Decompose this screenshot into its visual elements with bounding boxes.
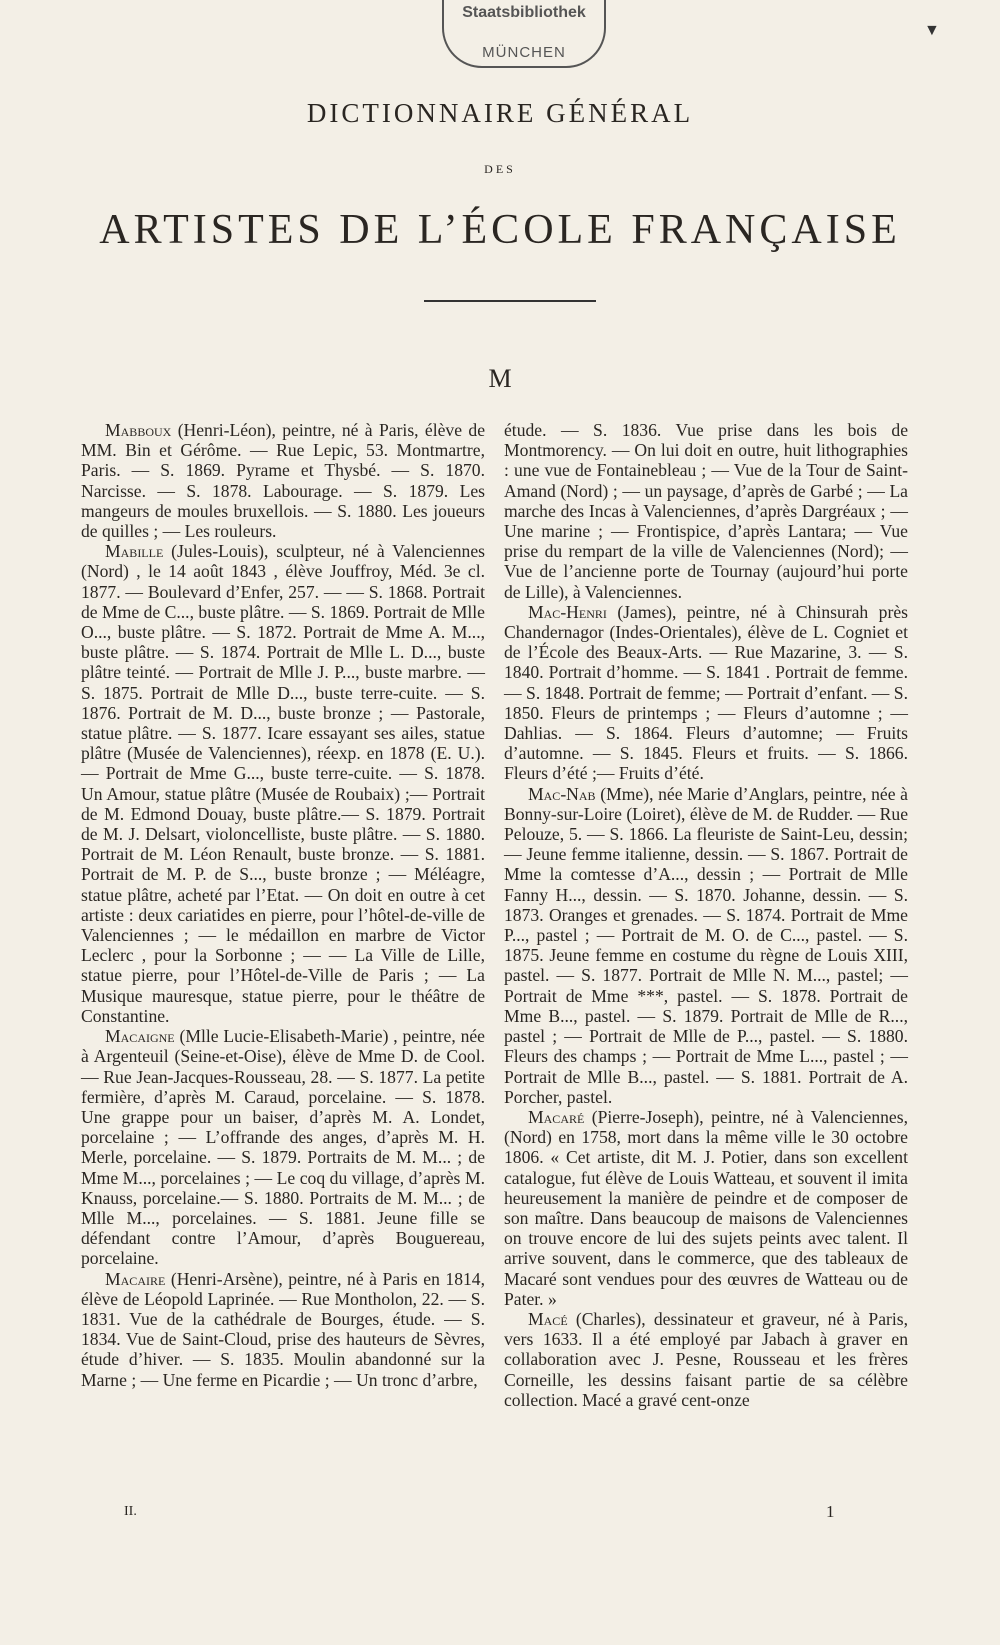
title-line-2: DES <box>484 162 516 176</box>
entry-macaigne <box>81 1026 485 1268</box>
entry-name: Mac-Henri <box>528 601 607 622</box>
page-number: 1 <box>826 1502 835 1521</box>
stamp-line-1: Staatsbibliothek <box>462 4 586 21</box>
library-stamp <box>442 0 606 68</box>
entry-text: (Henri-Arsène), peintre, né à Paris en 1814, élève de Léopold Laprinée. — Rue Montholon, 22. — S. 1831. Vue de la cathédrale de Bourges, étude. — S. 1834. Vue de Saint-Cloud, prise des hauteurs de Sèvres, étude d’hiver. — S. 1835. Moulin abandonné sur la Marne ; — Une ferme en Picardie ; — Un tronc d’arbre, <box>81 1268 485 1390</box>
entry-mabille <box>81 541 485 1026</box>
entry-mac-nab <box>504 784 908 1107</box>
title-rule <box>424 300 596 302</box>
entry-name: Macé <box>528 1308 568 1329</box>
entry-mabboux <box>81 420 485 541</box>
entry-text: (Pierre-Joseph), peintre, né à Valenciennes, (Nord) en 1758, mort dans la même ville le 30 octobre 1806. « Cet artiste, dit M. J. Potier, dans son excellent catalogue, fut élève de Louis Watteau, et souvent il imita heureusement la manière de peindre et de composer de son maître. Dans beaucoup de maisons de Valenciennes on trouve encore de lui des sujets peints avec talent. Il arrive souvent, dans le commerce, que des tableaux de Macaré sont vendues pour des œuvres de Watteau ou de Pater. » <box>504 1106 908 1309</box>
left-column <box>81 420 485 1390</box>
signature-mark: II. <box>124 1504 137 1519</box>
stamp-line-2: MÜNCHEN <box>482 44 566 61</box>
entry-text: (Charles), dessinateur et graveur, né à Paris, vers 1633. Il a été employé par Jabach à graver en collaboration avec J. Pesne, Rousseau et les frères Corneille, les dessins faisant partie de sa célèbre collection. Macé a gravé cent-onze <box>504 1308 908 1410</box>
section-letter: M <box>488 364 512 393</box>
entry-text: (Mme), née Marie d’Anglars, peintre, née à Bonny-sur-Loire (Loiret), élève de M. de Rudder. — Rue Pelouze, 5. — S. 1866. La fleuriste de Saint-Leu, dessin; — Jeune femme italienne, dessin. — S. 1867. Portrait de Mme la comtesse d’A..., dessin ; — Portrait de Mlle Fanny H..., dessin. — S. 1870. Johanne, dessin. — S. 1873. Oranges et grenades. — S. 1874. Portrait de Mme P..., pastel ; — Portrait de M. O. de C..., pastel. — S. 1875. Jeune femme en costume du règne de Louis XIII, pastel. — S. 1877. Portrait de Mlle N. M..., pastel; — Portrait de Mme ***, pastel. — S. 1878. Portrait de Mme B..., pastel. — S. 1879. Portrait de Mlle de R..., pastel ; — Portrait de Mlle de P..., pastel. — S. 1880. Fleurs des champs ; — Portrait de Mme L..., pastel ; — Portrait de Mlle B..., pastel. — S. 1881. Portrait de A. Porcher, pastel. <box>504 783 908 1107</box>
title-line-1: DICTIONNAIRE GÉNÉRAL <box>306 98 694 128</box>
entry-macare <box>504 1107 908 1309</box>
entry-text: (Henri-Léon), peintre, né à Paris, élève de MM. Bin et Gérôme. — Rue Lepic, 53. Montmartre, Paris. — S. 1869. Pyrame et Thysbé. — S. 1870. Narcisse. — S. 1878. Labourage. — S. 1879. Les mangeurs de moules bruxellois. — S. 1880. Les joueurs de quilles ; — Les rouleurs. <box>81 420 485 542</box>
entry-macaire <box>81 1269 485 1390</box>
entry-text: (James), peintre, né à Chinsurah près Chandernagor (Indes-Orientales), élève de L. Cogniet et de l’École des Beaux-Arts. — Rue Mazarine, 3. — S. 1840. Portrait d’homme. — S. 1841 . Portrait de femme. — S. 1848. Portrait de femme; — Portrait d’enfant. — S. 1850. Fleurs de printemps ; — Fleurs d’automne ; — Dahlias. — S. 1864. Fleurs d’automne; — Fruits d’automne. — S. 1845. Fleurs et fruits. — S. 1866. Fleurs d’été ;— Fruits d’été. <box>504 601 908 784</box>
entry-name: Macaire <box>105 1268 166 1289</box>
entry-macaire-continued: étude. — S. 1836. Vue prise dans les bois de Montmorency. — On lui doit en outre, huit lithographies : une vue de Fontainebleau ; — Vue de la Tour de Saint-Amand (Nord) ; — un paysage, d’après de Garbé ; — La marche des Incas à Valenciennes, d’après Dargréaux ; — Une marine ; — Frontispice, d’après Lantara; — Vue prise du rempart de la ville de Valenciennes (Nord); — Vue de l’ancienne porte de Tournay (aujourd’hui porte de Lille), à Valenciennes. <box>504 420 908 602</box>
entry-mac-henri <box>504 602 908 784</box>
entry-name: Mac-Nab <box>528 783 596 804</box>
title-line-3: ARTISTES DE L’ÉCOLE FRANÇAISE <box>99 207 901 253</box>
entry-text: (Mlle Lucie-Elisabeth-Marie) , peintre, née à Argenteuil (Seine-et-Oise), élève de Mme D. de Cool. — Rue Jean-Jacques-Rousseau, 28. — S. 1877. La petite fermière, d’après M. Caraud, porcelaine. — S. 1878. Une grappe pour un baiser, d’après M. A. Londet, porcelaine ; — L’offrande des anges, d’après M. H. Merle, porcelaine. — S. 1879. Portraits de M. M... ; de Mme M..., porcelaines ; — Le coq du village, d’après M. Knauss, porcelaine.— S. 1880. Portraits de M. M... ; de Mlle M..., porcelaines. — S. 1881. Jeune fille se défendant contre l’Amour, d’après Bouguereau, porcelaine. <box>81 1026 485 1269</box>
entry-name: Mabboux <box>105 420 172 440</box>
entry-name: Macaré <box>528 1106 585 1127</box>
entry-name: Mabille <box>105 541 164 562</box>
corner-mark: ▼ <box>924 22 940 39</box>
entry-text: (Jules-Louis), sculpteur, né à Valenciennes (Nord) , le 14 août 1843 , élève Jouffroy, Méd. 3e cl. 1877. — Boulevard d’Enfer, 257. — — S. 1868. Portrait de Mme de C..., buste plâtre. — S. 1869. Portrait de Mlle O..., buste plâtre. — S. 1872. Portrait de Mme A. M..., buste plâtre. — S. 1874. Portrait de Mlle L. D..., buste plâtre teinté. — Portrait de Mlle J. P..., buste marbre. — S. 1875. Portrait de Mlle D..., buste terre-cuite. — S. 1876. Portrait de M. D..., buste bronze ; — Pastorale, statue plâtre. — S. 1877. Icare essayant ses ailes, statue plâtre (Musée de Valenciennes), réexp. en 1878 (E. U.).— Portrait de Mme G..., buste terre-cuite. — S. 1878. Un Amour, statue plâtre (Musée de Roubaix) ;— Portrait de M. Edmond Douay, buste plâtre.— S. 1879. Portrait de M. J. Delsart, violoncelliste, buste plâtre. — S. 1880. Portrait de M. Léon Renault, buste bronze. — S. 1881. Portrait de M. P. de S..., buste bronze ; — Méléagre, statue plâtre, acheté par l’Etat. — On doit en outre à cet artiste : deux cariatides en pierre, pour l’hôtel-de-ville de Valenciennes ; — le médaillon en marbre de Victor Leclerc , pour la Sorbonne ; — — La Ville de Lille, statue pierre, pour l’Hôtel-de-Ville de Paris ; — La Musique mauresque, statue pierre, pour le théâtre de Constantine. <box>81 541 485 1026</box>
entry-name: Macaigne <box>105 1026 175 1047</box>
entry-mace <box>504 1309 908 1410</box>
right-column <box>504 420 908 1410</box>
